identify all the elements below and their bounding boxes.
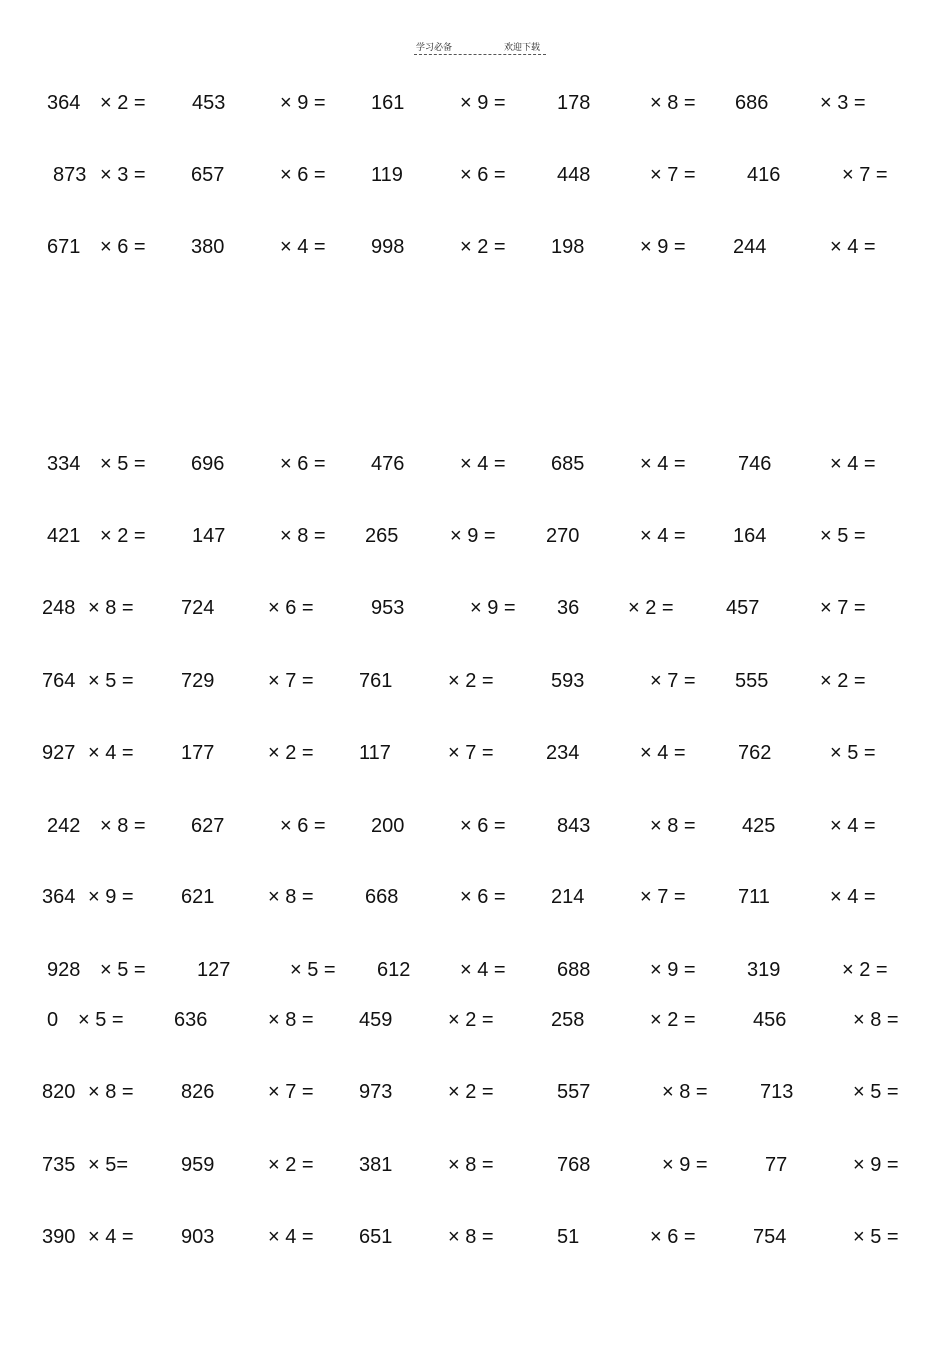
problem-number: 364 [42,886,76,908]
multiply-operator: × 5 = [100,959,146,981]
multiply-operator: × 8 = [448,1154,494,1176]
multiply-operator: × 8 = [650,815,696,837]
problem-number: 381 [359,1154,393,1176]
problem-number: 459 [359,1009,393,1031]
multiply-operator: × 6 = [460,815,506,837]
page-header [414,38,546,58]
multiply-operator: × 7 = [650,164,696,186]
problem-number: 214 [551,886,585,908]
multiply-operator: × 3 = [820,92,866,114]
problem-number: 555 [735,670,769,692]
multiply-operator: × 7 = [842,164,888,186]
multiply-operator: × 5 = [853,1226,899,1248]
multiply-operator: × 4 = [640,525,686,547]
problem-number: 234 [546,742,580,764]
multiply-operator: × 6 = [268,597,314,619]
multiply-operator: × 7 = [650,670,696,692]
problem-number: 762 [738,742,772,764]
problem-number: 200 [371,815,405,837]
multiply-operator: × 9 = [853,1154,899,1176]
problem-number: 242 [47,815,81,837]
multiply-operator: × 4 = [280,236,326,258]
problem-number: 873 [53,164,87,186]
header-right-text: 欢迎下载 [504,43,541,53]
multiply-operator: × 4 = [88,1226,134,1248]
problem-number: 0 [47,1009,59,1031]
problem-number: 627 [191,815,225,837]
problem-number: 557 [557,1081,591,1103]
problem-number: 164 [733,525,767,547]
multiply-operator: × 7 = [268,670,314,692]
problem-number: 768 [557,1154,591,1176]
multiply-operator: × 8 = [448,1226,494,1248]
multiply-operator: × 2 = [268,1154,314,1176]
multiply-operator: × 4 = [830,236,876,258]
problem-number: 671 [47,236,81,258]
problem-number: 713 [760,1081,794,1103]
problem-number: 636 [174,1009,208,1031]
problem-number: 998 [371,236,405,258]
multiply-operator: × 8 = [100,815,146,837]
multiply-operator: × 6 = [460,886,506,908]
header-left-text: 学习必备 [416,43,453,53]
problem-number: 117 [359,742,391,764]
problem-number: 754 [753,1226,787,1248]
multiply-operator: × 5 = [88,670,134,692]
multiply-operator: × 9 = [640,236,686,258]
multiply-operator: × 5 = [820,525,866,547]
problem-number: 764 [42,670,76,692]
problem-number: 953 [371,597,405,619]
multiply-operator: × 6 = [280,164,326,186]
multiply-operator: × 8 = [268,1009,314,1031]
problem-number: 448 [557,164,591,186]
problem-number: 147 [192,525,226,547]
problem-number: 621 [181,886,215,908]
problem-number: 820 [42,1081,76,1103]
multiply-operator: × 4 = [830,815,876,837]
multiply-operator: × 9 = [460,92,506,114]
multiply-operator: × 7 = [268,1081,314,1103]
problem-number: 77 [765,1154,788,1176]
problem-number: 903 [181,1226,215,1248]
multiply-operator: × 4 = [460,453,506,475]
problem-number: 735 [42,1154,76,1176]
problem-number: 244 [733,236,767,258]
multiply-operator: × 6 = [280,815,326,837]
multiply-operator: × 2 = [100,92,146,114]
multiply-operator: × 8 = [853,1009,899,1031]
multiply-operator: × 5 = [78,1009,124,1031]
problem-number: 729 [181,670,215,692]
problem-number: 270 [546,525,580,547]
problem-number: 761 [359,670,393,692]
multiply-operator: × 4 = [830,453,876,475]
problem-number: 36 [557,597,580,619]
problem-number: 843 [557,815,591,837]
problem-number: 696 [191,453,225,475]
multiply-operator: × 8 = [662,1081,708,1103]
problem-number: 826 [181,1081,215,1103]
multiply-operator: × 4 = [460,959,506,981]
multiply-operator: × 2 = [448,670,494,692]
multiply-operator: × 2 = [448,1009,494,1031]
multiply-operator: × 9 = [650,959,696,981]
problem-number: 686 [735,92,769,114]
problem-number: 319 [747,959,781,981]
multiply-operator: × 7 = [640,886,686,908]
header-dashed-line [414,54,546,55]
problem-number: 456 [753,1009,787,1031]
multiply-operator: × 6 = [460,164,506,186]
multiply-operator: × 8 = [280,525,326,547]
problem-number: 119 [371,164,403,186]
problem-number: 668 [365,886,399,908]
multiply-operator: × 8 = [88,597,134,619]
multiply-operator: × 5 = [100,453,146,475]
problem-number: 457 [726,597,760,619]
multiply-operator: × 5 = [830,742,876,764]
multiply-operator: × 9 = [88,886,134,908]
multiply-operator: × 4 = [640,742,686,764]
problem-number: 973 [359,1081,393,1103]
multiply-operator: × 9 = [470,597,516,619]
multiply-operator: × 3 = [100,164,146,186]
multiply-operator: × 5 = [853,1081,899,1103]
problem-number: 685 [551,453,585,475]
problem-number: 711 [738,886,770,908]
problem-number: 959 [181,1154,215,1176]
problem-number: 390 [42,1226,76,1248]
problem-number: 248 [42,597,76,619]
multiply-operator: × 8 = [650,92,696,114]
problem-number: 453 [192,92,226,114]
problem-number: 746 [738,453,772,475]
multiply-operator: × 8 = [268,886,314,908]
problem-number: 688 [557,959,591,981]
multiply-operator: × 2 = [268,742,314,764]
problem-number: 416 [747,164,781,186]
multiply-operator: × 6 = [280,453,326,475]
problem-number: 724 [181,597,215,619]
multiply-operator: × 2 = [650,1009,696,1031]
problem-number: 380 [191,236,225,258]
multiply-operator: × 4 = [268,1226,314,1248]
multiply-operator: × 2 = [820,670,866,692]
multiply-operator: × 6 = [650,1226,696,1248]
multiply-operator: × 6 = [100,236,146,258]
problem-number: 265 [365,525,399,547]
multiply-operator: × 9 = [662,1154,708,1176]
multiply-operator: × 4 = [88,742,134,764]
multiply-operator: × 2 = [448,1081,494,1103]
problem-number: 177 [181,742,215,764]
problem-number: 334 [47,453,81,475]
problem-number: 161 [371,92,405,114]
multiply-operator: × 2 = [628,597,674,619]
problem-number: 127 [197,959,231,981]
problem-number: 612 [377,959,411,981]
problem-number: 258 [551,1009,585,1031]
multiply-operator: × 4 = [830,886,876,908]
problem-number: 421 [47,525,81,547]
problem-number: 657 [191,164,225,186]
multiply-operator: × 7 = [448,742,494,764]
problem-number: 178 [557,92,591,114]
multiply-operator: × 2 = [100,525,146,547]
problem-number: 928 [47,959,81,981]
multiply-operator: × 5 = [290,959,336,981]
multiply-operator: × 9 = [450,525,496,547]
multiply-operator: × 7 = [820,597,866,619]
multiply-operator: × 4 = [640,453,686,475]
problem-number: 593 [551,670,585,692]
multiply-operator: × 8 = [88,1081,134,1103]
problem-number: 927 [42,742,76,764]
problem-number: 425 [742,815,776,837]
multiply-operator: × 5= [88,1154,129,1176]
multiply-operator: × 2 = [842,959,888,981]
problem-number: 198 [551,236,585,258]
problem-number: 364 [47,92,81,114]
multiply-operator: × 2 = [460,236,506,258]
problem-number: 51 [557,1226,580,1248]
problem-number: 476 [371,453,405,475]
problem-number: 651 [359,1226,393,1248]
multiply-operator: × 9 = [280,92,326,114]
